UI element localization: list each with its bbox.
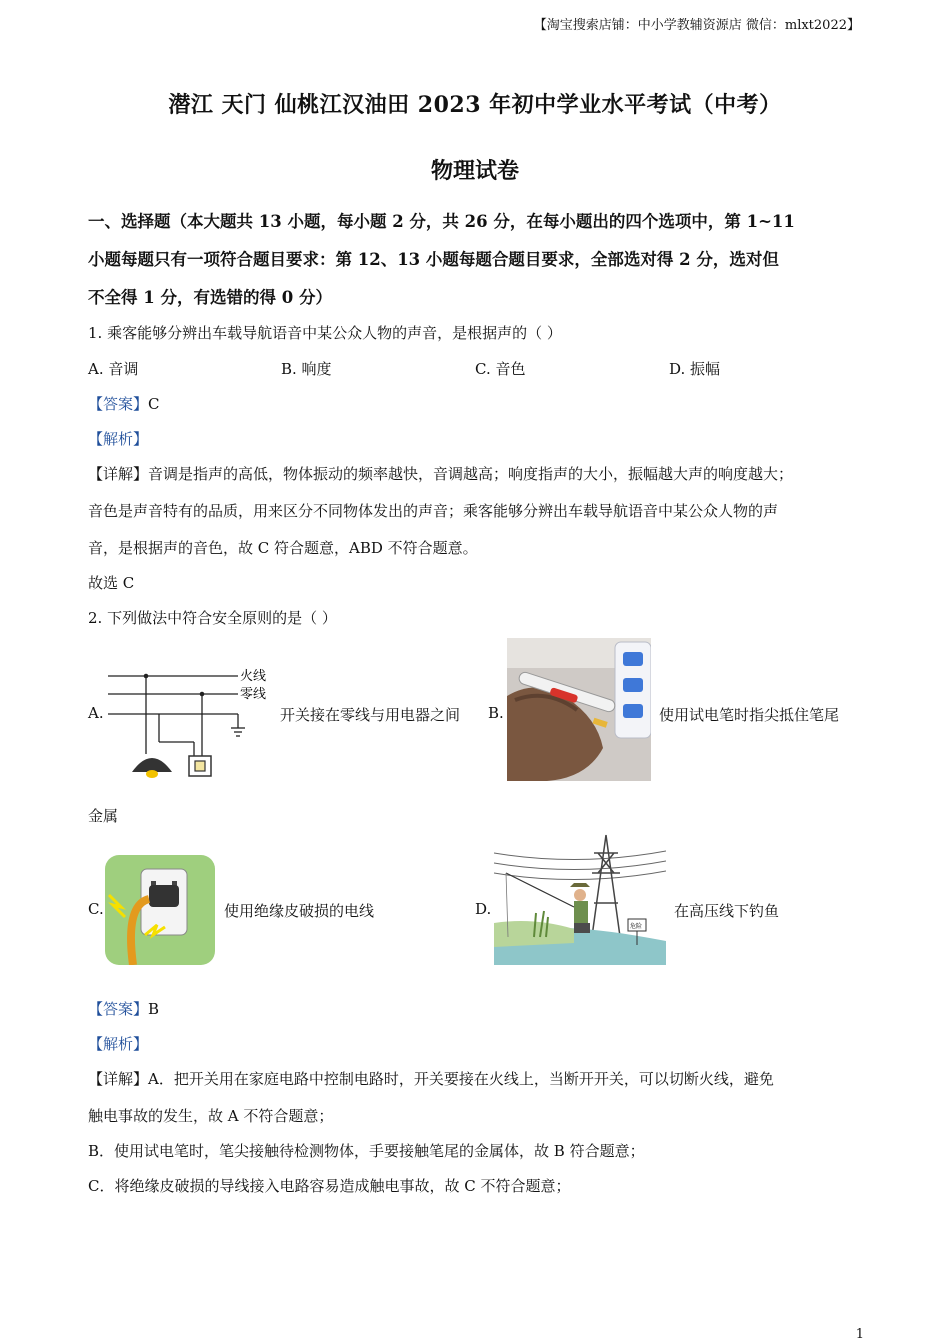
fishing-under-power-line-illustration	[494, 833, 666, 965]
section-heading-line1: 一、选择题（本大题共 13 小题，每小题 2 分，共 26 分，在每小题出的四个选项中，第 1~11	[88, 212, 795, 231]
answer-value: B	[148, 1000, 160, 1018]
q1-conclusion: 故选 C	[88, 574, 135, 592]
q1-detail-line3: 音，是根据声的音色，故 C 符合题意，ABD 不符合题意。	[88, 539, 478, 557]
detail-text: A．把开关用在家庭电路中控制电路时，开关要接在火线上，当断开开关，可以切断火线，避免	[148, 1070, 774, 1088]
answer-tag: 【答案】	[88, 395, 149, 413]
q2-stem: 2. 下列做法中符合安全原则的是（ ）	[88, 609, 337, 627]
q2-answer	[88, 998, 159, 1019]
test-pen-photo	[507, 638, 651, 781]
detail-tag: 【详解】	[88, 465, 149, 483]
damaged-wire-illustration	[105, 855, 215, 965]
fire-wire-label: 火线	[240, 669, 267, 684]
warning-sign-text: 危险	[630, 923, 643, 930]
q2-detail-line1	[88, 1068, 774, 1089]
q1-option-d: D. 振幅	[669, 360, 721, 378]
q2-detail-line3: B．使用试电笔时，笔尖接触待检测物体，手要接触笔尾的金属体，故 B 符合题意；	[88, 1142, 645, 1160]
q2-option-c-label: C.	[88, 900, 104, 918]
q2-analysis-tag: 【解析】	[88, 1035, 149, 1053]
q1-option-b: B. 响度	[281, 360, 332, 378]
q1-option-c: C. 音色	[475, 360, 526, 378]
q2-option-a-label: A.	[88, 704, 104, 722]
q1-stem: 1. 乘客能够分辨出车载导航语音中某公众人物的声音，是根据声的（ ）	[88, 324, 562, 342]
q2-option-c-text: 使用绝缘皮破损的电线	[224, 902, 375, 920]
circuit-diagram	[104, 664, 276, 784]
q2-option-b-label: B.	[488, 704, 504, 722]
detail-text: 音调是指声的高低，物体振动的频率越快，音调越高；响度指声的大小，振幅越大声的响度越大；	[148, 465, 794, 483]
socket-icon	[623, 652, 643, 666]
q1-detail-line2: 音色是声音特有的品质，用来区分不同物体发出的声音；乘客能够分辨出车载导航语音中某公众人物的声	[88, 502, 779, 520]
answer-tag: 【答案】	[88, 1000, 149, 1018]
q2-option-d-label: D.	[475, 900, 492, 918]
exam-title: 潜江 天门 仙桃江汉油田 2023 年初中学业水平考试（中考）	[168, 92, 782, 118]
q2-option-b-text: 使用试电笔时指尖抵住笔尾	[659, 706, 840, 724]
section-heading-line2: 小题每题只有一项符合题目要求：第 12、13 小题每题合题目要求，全部选对得 2 分，选对但	[88, 250, 779, 269]
q2-option-b-text-cont: 金属	[88, 807, 119, 825]
page-header: 【淘宝搜索店铺：中小学教辅资源店 微信：mlxt2022】	[533, 18, 860, 33]
exam-subtitle: 物理试卷	[430, 158, 519, 184]
lamp-icon	[132, 758, 172, 772]
detail-tag: 【详解】	[88, 1070, 149, 1088]
q1-answer	[88, 393, 160, 414]
section-heading-line3: 不全得 1 分，有选错的得 0 分）	[88, 288, 332, 307]
answer-value: C	[148, 395, 160, 413]
q1-option-a: A. 音调	[88, 360, 139, 378]
fisherman-icon	[574, 889, 586, 901]
q2-option-a-text: 开关接在零线与用电器之间	[280, 706, 461, 724]
plug-icon	[149, 885, 179, 907]
q2-detail-line4: C．将绝缘皮破损的导线接入电路容易造成触电事故，故 C 不符合题意；	[88, 1177, 571, 1195]
q1-analysis-tag: 【解析】	[88, 430, 149, 448]
zero-wire-label: 零线	[240, 687, 267, 702]
page-number: 1	[855, 1327, 864, 1342]
q2-option-d-text: 在高压线下钓鱼	[674, 902, 780, 920]
q2-detail-line2: 触电事故的发生，故 A 不符合题意；	[88, 1107, 334, 1125]
q1-detail-line1	[88, 463, 793, 484]
